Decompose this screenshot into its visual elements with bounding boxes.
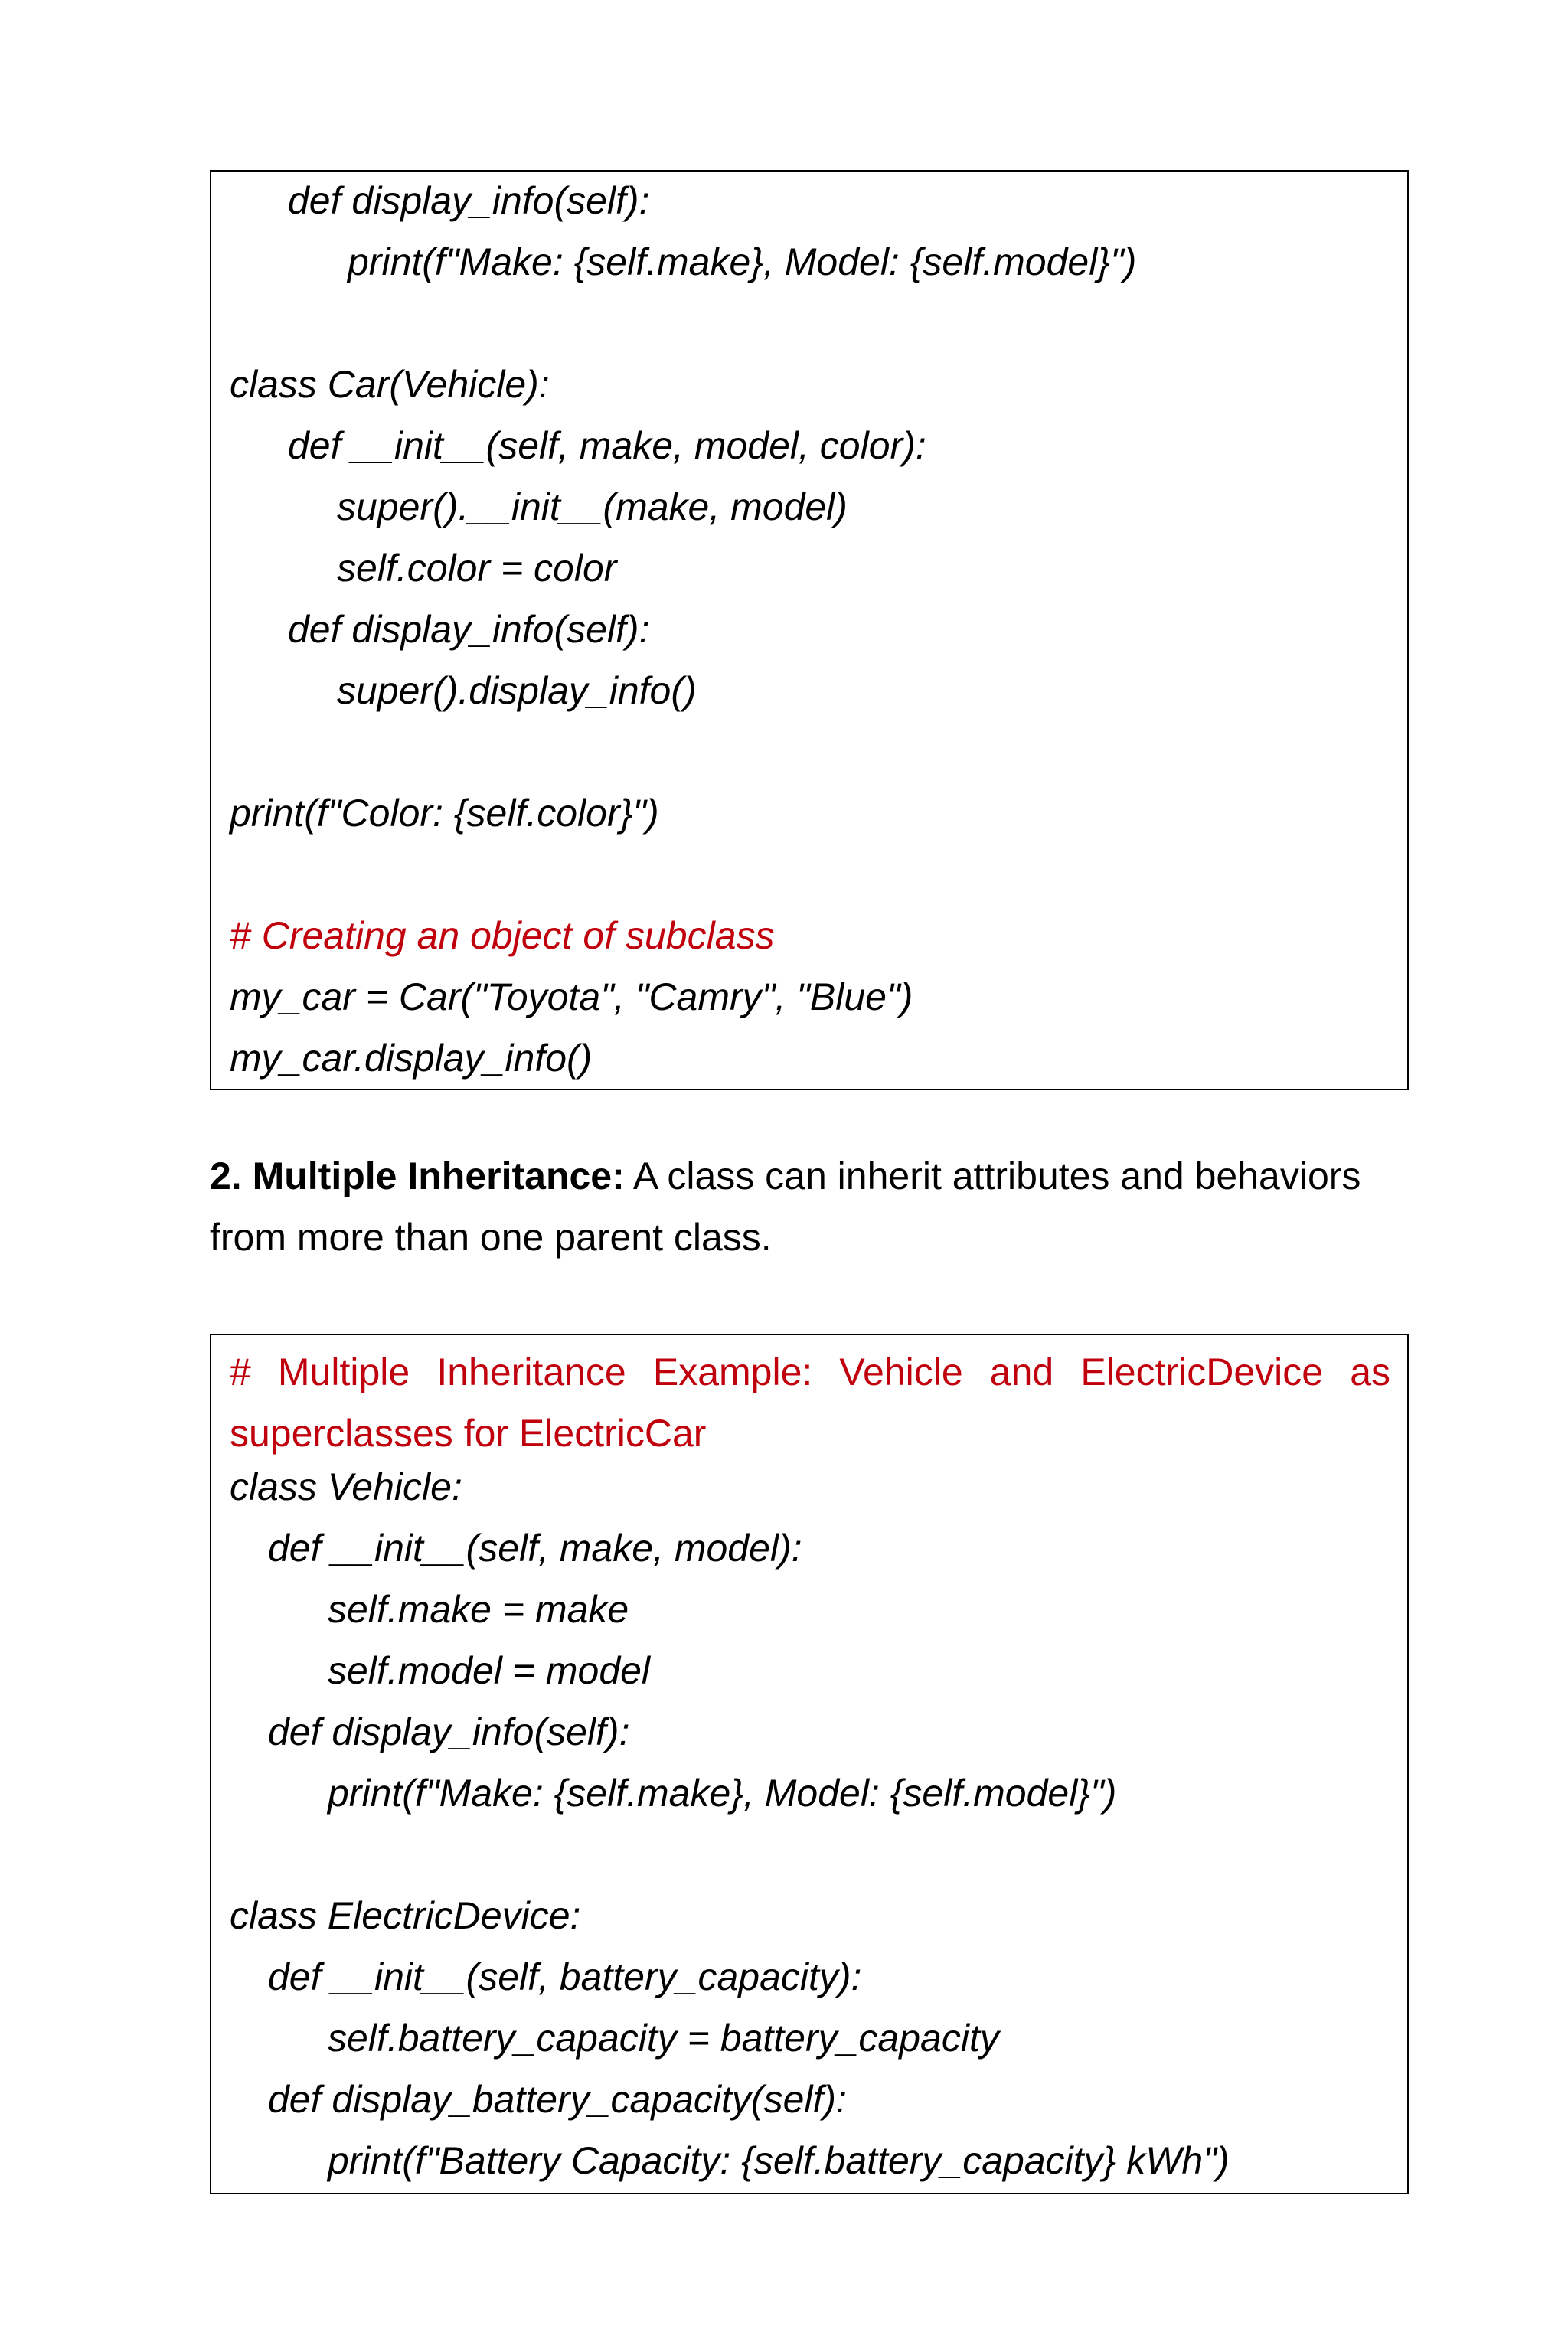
- code-line: print(f"Make: {self.make}, Model: {self.model}"): [328, 1772, 1117, 1815]
- code-line: def display_info(self):: [288, 608, 650, 651]
- code-line: print(f"Make: {self.make}, Model: {self.model}"): [348, 240, 1137, 283]
- code-line: def display_battery_capacity(self):: [268, 2078, 847, 2121]
- code-comment: # Multiple Inheritance Example: Vehicle and ElectricDevice as superclasses for ElectricCar: [230, 1351, 1390, 1455]
- code-line: print(f"Battery Capacity: {self.battery_capacity} kWh"): [328, 2139, 1230, 2182]
- section-paragraph: [210, 1145, 1409, 1268]
- code-comment: # Creating an object of subclass: [230, 914, 775, 957]
- code-line: my_car = Car("Toyota", "Camry", "Blue"): [230, 975, 913, 1018]
- code-line: self.color = color: [337, 547, 617, 590]
- code-line: print(f"Color: {self.color}"): [230, 792, 659, 835]
- code-line: self.model = model: [328, 1649, 651, 1692]
- code-line: class Vehicle:: [230, 1465, 462, 1508]
- section-body: A class can inherit attributes and behaviors from more than one parent class.: [210, 1155, 1361, 1259]
- section-heading: 2. Multiple Inheritance:: [210, 1155, 625, 1197]
- code-line: class Car(Vehicle):: [230, 363, 550, 406]
- code-line: def __init__(self, make, model):: [268, 1527, 802, 1570]
- code-line: class ElectricDevice:: [230, 1894, 581, 1937]
- code-line: self.make = make: [328, 1588, 629, 1631]
- code-line: super().display_info(): [337, 669, 697, 712]
- code-line: def __init__(self, make, model, color):: [288, 424, 926, 467]
- code-line: my_car.display_info(): [230, 1037, 593, 1080]
- code-line: def __init__(self, battery_capacity):: [268, 1955, 862, 1998]
- code-line: def display_info(self):: [288, 179, 650, 222]
- code-block-1: [210, 170, 1409, 1090]
- code-line: def display_info(self):: [268, 1710, 630, 1753]
- code-line: super().__init__(make, model): [337, 485, 848, 528]
- code-line: self.battery_capacity = battery_capacity: [328, 2017, 999, 2060]
- code-block-2: [210, 1334, 1409, 2194]
